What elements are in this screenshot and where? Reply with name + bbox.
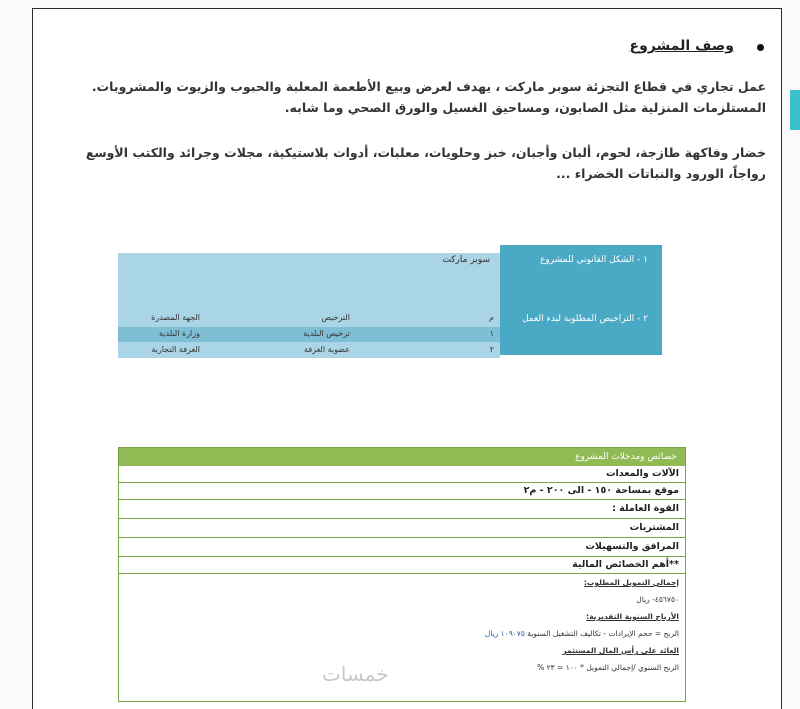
feature-row: موقع بمساحة ١٥٠ - الى ٢٠٠ - م٢	[119, 483, 685, 500]
right-edge-strip	[790, 90, 800, 130]
row-license: ترخيص البلدية	[303, 329, 350, 338]
total-funding-label: إجمالي التمويل المطلوب:	[583, 578, 679, 587]
feature-row: القوة العاملة :	[119, 500, 685, 519]
feature-row: المرافق والتسهيلات	[119, 538, 685, 557]
legal-form-label: ١ - الشكل القانوني للمشروع	[540, 255, 648, 265]
row-num: ١	[489, 329, 494, 338]
row-license: عضوية الغرفة	[304, 345, 350, 354]
features-header: خصائص ومدخلات المشروع	[119, 448, 685, 466]
table-row	[118, 343, 500, 358]
section-heading: وصف المشروع	[629, 38, 734, 54]
table-label-column	[500, 245, 662, 355]
table-row	[118, 327, 500, 342]
annual-profit-line	[119, 625, 679, 642]
feature-row: الآلات والمعدات	[119, 466, 685, 483]
roi-label: العائد على رأس المال المستثمر	[562, 646, 679, 655]
bullet-icon	[757, 44, 764, 51]
row-num: ٢	[489, 345, 494, 354]
description-paragraph: عمل تجاري في قطاع التجزئة سوبر ماركت ، يهدف لعرض وبيع الأطعمة المعلبة والحبوب والزيوت والمشروبات. المستلزمات المنزلية مثل الصابون، ومساحيق الغسيل والورق الصحي وما شابه.	[91, 79, 766, 115]
feature-row: **أهم الخصائص المالية	[119, 557, 685, 574]
annual-profit-formula: الربح = حجم الإيرادات - تكاليف التشغيل السنوية	[527, 629, 679, 638]
table-header-row	[118, 311, 500, 326]
header-num: م	[489, 313, 494, 322]
roi-formula: الربح السنوي /إجمالي التمويل * ١٠٠ = ٢٣ %	[537, 663, 679, 672]
features-table	[118, 447, 686, 702]
legal-licenses-table	[88, 245, 662, 355]
row-authority: وزارة البلدية	[159, 329, 200, 338]
annual-profit-label: الأرباح السنوية التقديرية:	[586, 612, 679, 621]
legal-form-value: سوبر ماركت	[442, 255, 490, 265]
table-content	[118, 253, 500, 355]
header-authority: الجهة المصدرة	[151, 313, 200, 322]
row-authority: الغرفة التجارية	[151, 345, 200, 354]
feature-row: المشتريات	[119, 519, 685, 538]
annual-profit-value: ١٠٩٠٧٥ ريال	[484, 629, 525, 638]
licenses-label: ٢ - التراخيص المطلوبة لبدء العمل	[522, 314, 648, 324]
products-paragraph: خضار وفاكهة طازجة، لحوم، ألبان وأجبان، خبز وحلويات، معلبات، أدوات بلاستيكية، مجلات وجرائد والكتب الأوسع رواجاً، الورود والنباتات الخضراء ...	[85, 145, 766, 181]
licenses-grid	[118, 311, 500, 359]
financial-section	[119, 574, 685, 676]
watermark-logo: خمسات	[322, 662, 389, 686]
header-license: الترخيص	[321, 313, 350, 322]
total-funding-value: ٤٥٦٧٥٠- ريال	[636, 595, 679, 604]
